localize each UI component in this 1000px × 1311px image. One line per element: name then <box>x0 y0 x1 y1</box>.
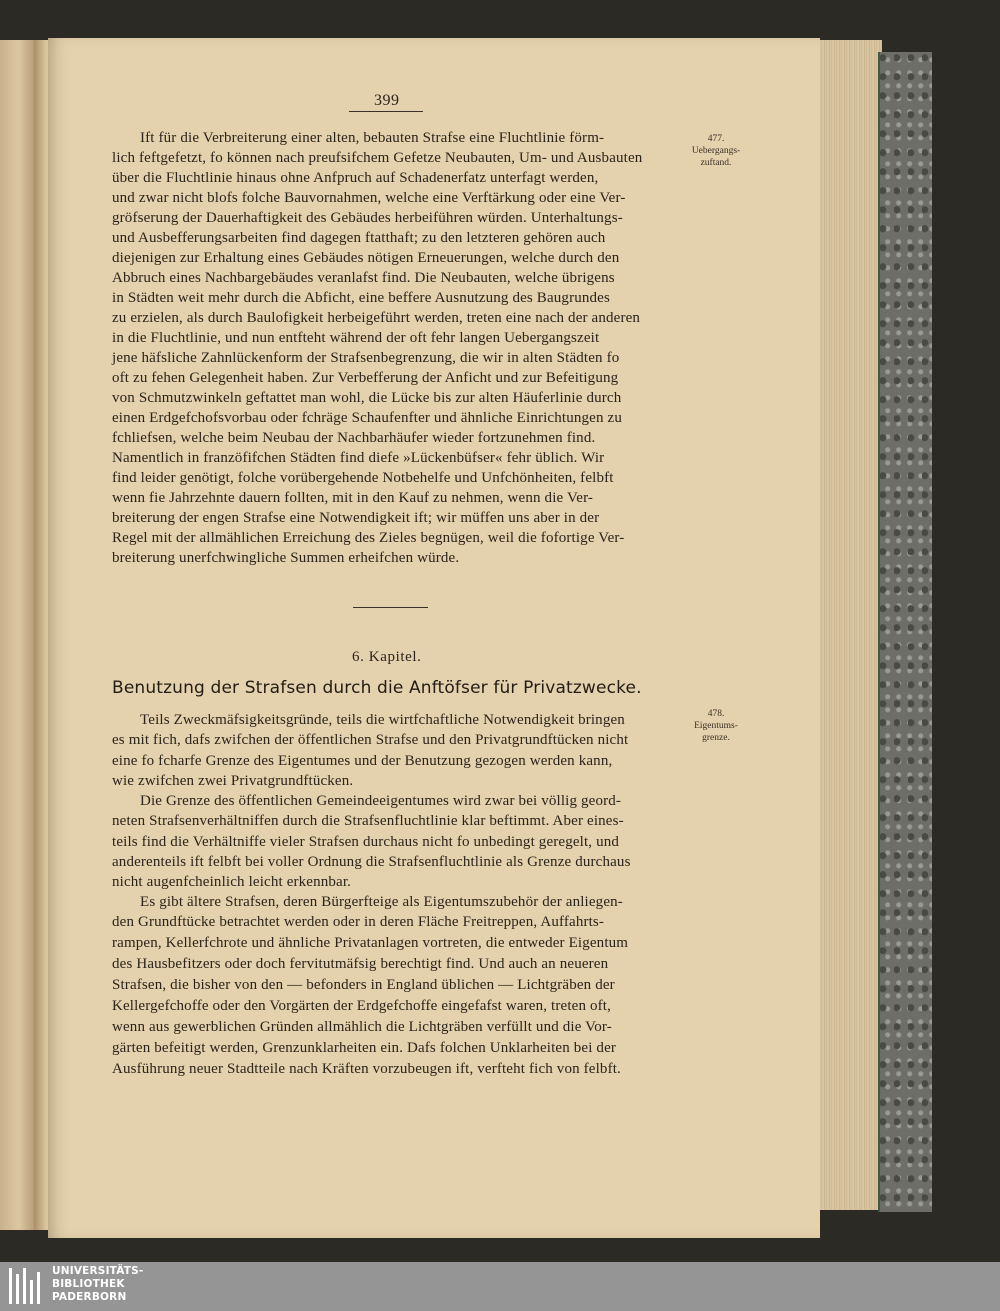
text-line: Die Grenze des öffentlichen Gemeindeeigentumes wird zwar bei völlig geord- <box>140 793 622 809</box>
text-line: jene häfsliche Zahnlückenform der Strafsenbegrenzung, die wir in alten Städten fo <box>112 350 620 366</box>
page-number-rule <box>349 111 423 112</box>
library-name-line: BIBLIOTHEK <box>52 1278 125 1290</box>
text-line: breiterung unerfchwingliche Summen erheifchen würde. <box>112 550 460 566</box>
text-line: gärten befeitigt werden, Grenzunklarheiten ein. Dafs folchen Unklarheiten bei der <box>112 1040 617 1056</box>
text-line: in die Fluchtlinie, und nun entfteht während der oft fehr langen Uebergangszeit <box>112 330 600 346</box>
chapter-title: Benutzung der Strafsen durch die Anftöfser für Privatzwecke. <box>112 678 642 698</box>
text-line: gröfserung der Dauerhaftigkeit des Gebäudes herbeiführen würden. Unterhaltungs- <box>112 210 623 226</box>
marginal-note-text: Eigentums- <box>694 721 738 731</box>
text-line: wenn aus gewerblichen Gründen allmählich die Lichtgräben verfüllt und die Vor- <box>112 1019 612 1035</box>
text-line: fchliefsen, welche beim Neubau der Nachbarhäufer wieder fortzunehmen find. <box>112 430 596 446</box>
text-line: neten Strafsenverhältniffen durch die Strafsenfluchtlinie klar beftimmt. Aber eines- <box>112 813 624 829</box>
marginal-note-477 <box>676 133 756 169</box>
text-line: Strafsen, die bisher von den — befonders in England üblichen — Lichtgräben der <box>112 977 615 993</box>
text-line: von Schmutzwinkeln geftattet man wohl, die Lücke bis zur alten Häuferlinie durch <box>112 390 622 406</box>
text-line: in Städten weit mehr durch die Abficht, eine beffere Ausnutzung des Baugrundes <box>112 290 610 306</box>
marginal-note-text: zuftand. <box>700 158 732 168</box>
page-number: 399 <box>374 92 400 109</box>
text-line: breiterung der engen Strafse eine Notwendigkeit ift; wir müffen uns aber in der <box>112 510 600 526</box>
section-divider <box>353 607 428 608</box>
text-line: und zwar nicht blofs folche Bauvornahmen, welche eine Verftärkung oder eine Ver- <box>112 190 626 206</box>
marginal-note-text: Uebergangs- <box>691 146 741 156</box>
left-page-edge <box>0 40 34 1230</box>
library-name-line: UNIVERSITÄTS- <box>52 1265 144 1277</box>
text-line: rampen, Kellerfchrote und ähnliche Privatanlagen vortreten, die entweder Eigentum <box>112 935 629 951</box>
library-logo-icon <box>7 1266 47 1308</box>
text-line: wenn fie Jahrzehnte dauern follten, mit in den Kauf zu nehmen, wenn die Ver- <box>112 490 594 506</box>
text-line: Es gibt ältere Strafsen, deren Bürgerfteige als Eigentumszubehör der anliegen- <box>140 894 623 910</box>
marginal-note-number: 477. <box>707 134 725 144</box>
text-line: und Ausbefferungsarbeiten find dagegen ftatthaft; zu den letzteren gehören auch <box>112 230 606 246</box>
text-line: einen Erdgefchofsvorbau oder fchräge Schaufenfter und ähnliche Einrichtungen zu <box>112 410 622 426</box>
marginal-note-text: grenze. <box>702 733 730 743</box>
text-line: Abbruch eines Nachbargebäudes veranlafst find. Die Neubauten, welche übrigens <box>112 270 615 286</box>
text-line: oft zu fehen Gelegenheit haben. Zur Verbefferung der Anficht und zur Befeitigung <box>112 370 619 386</box>
text-line: Ausführung neuer Stadtteile nach Kräften vorzubeugen ift, verfteht fich von felbft. <box>112 1061 621 1077</box>
chapter-label: 6. Kapitel. <box>352 649 422 665</box>
text-line: den Grundftücke betrachtet werden oder in deren Fläche Freitreppen, Auffahrts- <box>112 914 605 930</box>
text-line: Kellergefchoffe oder den Vorgärten der Erdgefchoffe eingefafst waren, treten oft, <box>112 998 612 1014</box>
text-line: zu erzielen, als durch Baulofigkeit herbeigeführt werden, treten eine nach der anderen <box>112 310 641 326</box>
library-name <box>52 1265 143 1304</box>
text-line: anderenteils ift felbft bei voller Ordnung die Strafsenfluchtlinie als Grenze durchaus <box>112 854 631 870</box>
text-line: nicht augenfcheinlich leicht erkennbar. <box>112 874 352 890</box>
text-line: find leider genötigt, folche vorübergehende Notbehelfe und Unfchönheiten, felbft <box>112 470 614 486</box>
text-line: Ift für die Verbreiterung einer alten, bebauten Strafse eine Fluchtlinie förm- <box>140 130 605 146</box>
text-line: wie zwifchen zwei Privatgrundftücken. <box>112 773 354 789</box>
text-line: Teils Zweckmäfsigkeitsgründe, teils die wirtfchaftliche Notwendigkeit bringen <box>140 712 625 728</box>
text-line: diejenigen zur Erhaltung eines Gebäudes nötigen Erneuerungen, welche durch den <box>112 250 620 266</box>
marginal-note-478 <box>676 708 756 744</box>
text-line: des Hausbefitzers oder doch fervitutmäfsig berechtigt find. Und auch an neueren <box>112 956 609 972</box>
page-fore-edge <box>820 40 882 1210</box>
text-line: lich feftgefetzt, fo können nach preufsifchem Gefetze Neubauten, Um- und Ausbauten <box>112 150 643 166</box>
text-line: über die Fluchtlinie hinaus ohne Anfpruch auf Schadenerfatz unterfagt werden, <box>112 170 599 186</box>
library-name-line: PADERBORN <box>52 1291 127 1303</box>
text-line: Regel mit der allmählichen Erreichung des Zieles begnügen, weil die fofortige Ver- <box>112 530 625 546</box>
marbled-binding <box>880 52 932 1212</box>
text-line: teils find die Verhältniffe vieler Strafsen durchaus nicht fo unbedingt geregelt, und <box>112 834 620 850</box>
text-line: Namentlich in franzöfifchen Städten find diefe »Lückenbüfser« fehr üblich. Wir <box>112 450 605 466</box>
text-line: eine fo fcharfe Grenze des Eigentumes und der Benutzung gezogen werden kann, <box>112 753 613 769</box>
library-footer <box>0 1262 1000 1311</box>
text-line: es mit fich, dafs zwifchen der öffentlichen Strafse und den Privatgrundftücken nicht <box>112 732 629 748</box>
marginal-note-number: 478. <box>707 709 725 719</box>
